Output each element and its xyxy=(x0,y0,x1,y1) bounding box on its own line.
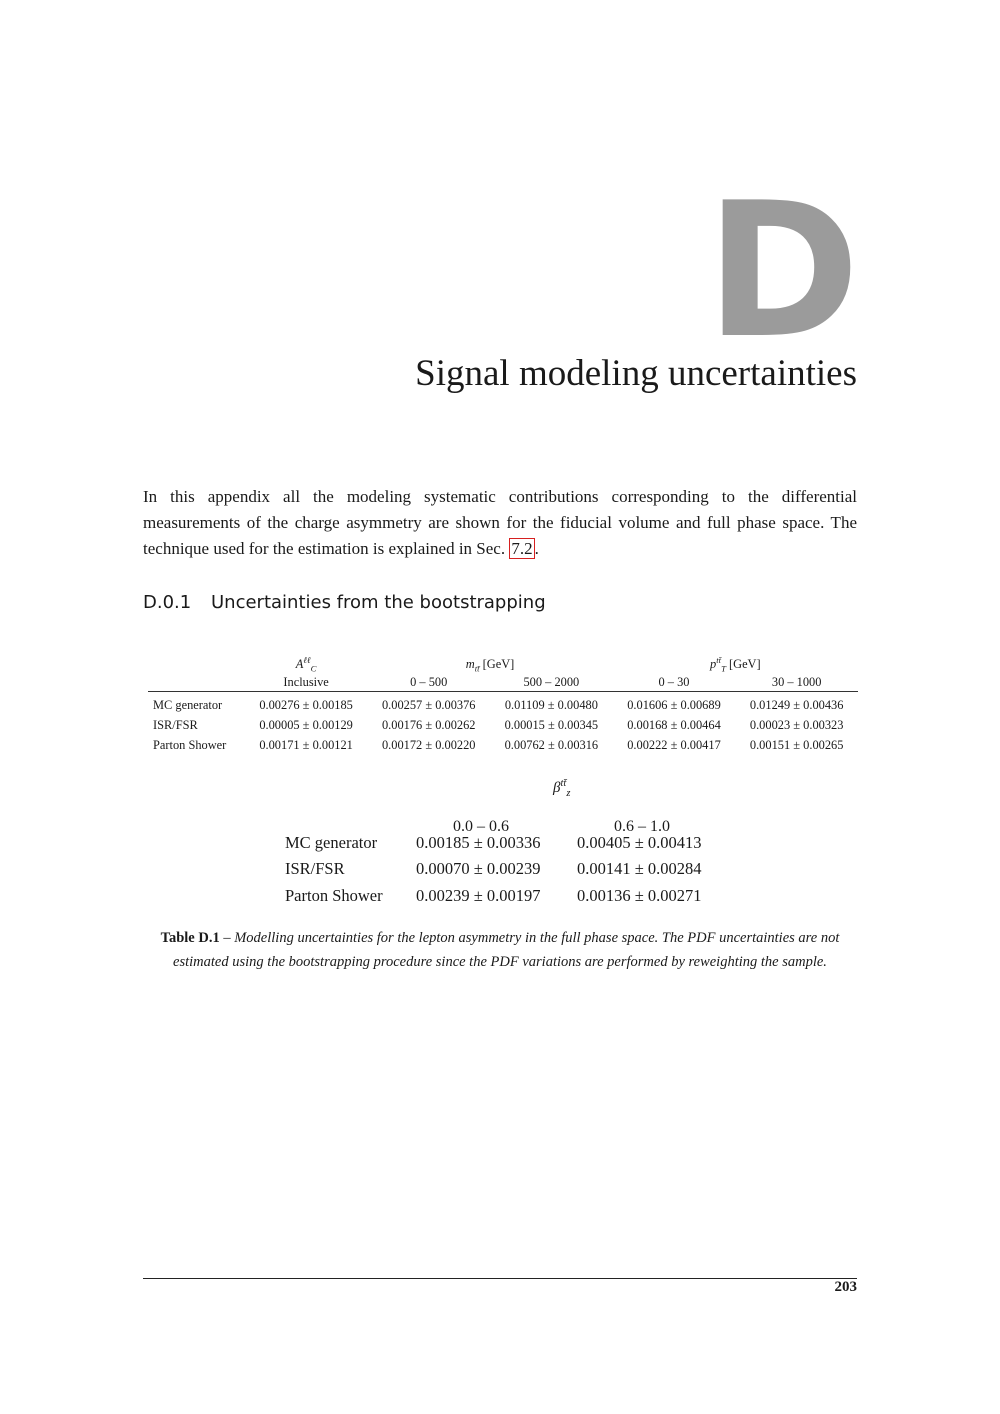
table-cell: 0.00276 ± 0.00185 xyxy=(259,697,353,712)
table-cell: 0.00168 ± 0.00464 xyxy=(627,717,721,732)
table-cell: 0.00151 ± 0.00265 xyxy=(749,737,844,752)
bin-header: 500 – 2000 xyxy=(490,673,613,692)
table-cell: 0.00015 ± 0.00345 xyxy=(504,717,599,732)
uncertainty-table-beta xyxy=(282,830,738,909)
table-cell: 0.00070 ± 0.00239 xyxy=(416,859,541,879)
bin-header: Inclusive xyxy=(245,673,368,692)
table-cell: 0.00222 ± 0.00417 xyxy=(627,737,721,752)
row-label: ISR/FSR xyxy=(285,859,345,879)
bin-header: 0 – 500 xyxy=(367,673,490,692)
table-caption xyxy=(143,926,857,974)
row-label: Parton Shower xyxy=(285,885,383,905)
row-label: MC generator xyxy=(153,697,223,712)
header-ac: $A^{\ell\ell}_C$ xyxy=(295,654,317,674)
footer-rule xyxy=(143,1278,857,1279)
table-cell: 0.00176 ± 0.00262 xyxy=(381,717,476,732)
section-title: Uncertainties from the bootstrapping xyxy=(211,592,546,613)
table-cell: 0.00141 ± 0.00284 xyxy=(577,859,702,879)
bin-header: 0.6 – 1.0 xyxy=(614,818,670,835)
intro-paragraph xyxy=(143,484,857,563)
table-cell: 0.00136 ± 0.00271 xyxy=(577,885,702,905)
table-cell: 0.00171 ± 0.00121 xyxy=(259,737,353,752)
table-cell: 0.00005 ± 0.00129 xyxy=(259,717,353,732)
table-cell: 0.00405 ± 0.00413 xyxy=(577,833,702,853)
bin-header: 0 – 30 xyxy=(613,673,736,692)
table-cell: 0.00257 ± 0.00376 xyxy=(381,697,476,712)
intro-end: . xyxy=(534,539,539,559)
table-cell: 0.00172 ± 0.00220 xyxy=(381,737,476,752)
row-label: MC generator xyxy=(285,833,378,853)
header-mtt: $m_{tt̄}$ [GeV] xyxy=(465,657,515,674)
table-row xyxy=(282,856,738,882)
chapter-title: Signal modeling uncertainties xyxy=(415,353,857,394)
empty-header-cell xyxy=(148,673,245,692)
table-cell: 0.01606 ± 0.00689 xyxy=(627,697,721,712)
caption-separator: – xyxy=(219,930,235,946)
table-cell: 0.00239 ± 0.00197 xyxy=(416,885,541,905)
intro-text: In this appendix all the modeling systematic contributions corresponding to the differential measurements of the charge asymmetry are shown for the fiducial volume and full phase space. The technique used for the estimation is explained in Sec. xyxy=(143,487,857,559)
caption-label: Table D.1 xyxy=(160,930,220,946)
table-cell: 0.00762 ± 0.00316 xyxy=(504,737,599,752)
table-row xyxy=(282,830,738,856)
chapter-letter: D xyxy=(705,162,860,379)
row-label: Parton Shower xyxy=(153,737,227,752)
bin-header: 30 – 1000 xyxy=(735,673,858,692)
row-label: ISR/FSR xyxy=(153,717,198,732)
empty-header-cell xyxy=(148,646,245,673)
table-row xyxy=(282,883,738,909)
uncertainty-table-main xyxy=(148,646,858,755)
table-cell: 0.00023 ± 0.00323 xyxy=(749,717,844,732)
section-number: D.0.1 xyxy=(143,592,192,613)
table-cell: 0.01109 ± 0.00480 xyxy=(504,697,598,712)
bin-header: 0.0 – 0.6 xyxy=(453,818,509,835)
table-row xyxy=(148,692,858,716)
header-pt: $p^{tt̄}_T$ [GeV] xyxy=(710,654,761,674)
table-cell: 0.01249 ± 0.00436 xyxy=(749,697,844,712)
table-cell: 0.00185 ± 0.00336 xyxy=(416,833,541,853)
table-row xyxy=(148,735,858,755)
page-number: 203 xyxy=(834,1279,857,1295)
section-heading xyxy=(143,589,546,617)
section-reference-link[interactable]: 7.2 xyxy=(511,539,533,559)
beta-header: $\beta^{tt̄}_z$ xyxy=(553,778,571,799)
caption-text: Modelling uncertainties for the lepton asymmetry in the full phase space. The PDF uncertainties are not estimated using the bootstrapping procedure since the PDF variations are performed by reweighting the sample. xyxy=(173,930,840,970)
table-row xyxy=(148,715,858,735)
